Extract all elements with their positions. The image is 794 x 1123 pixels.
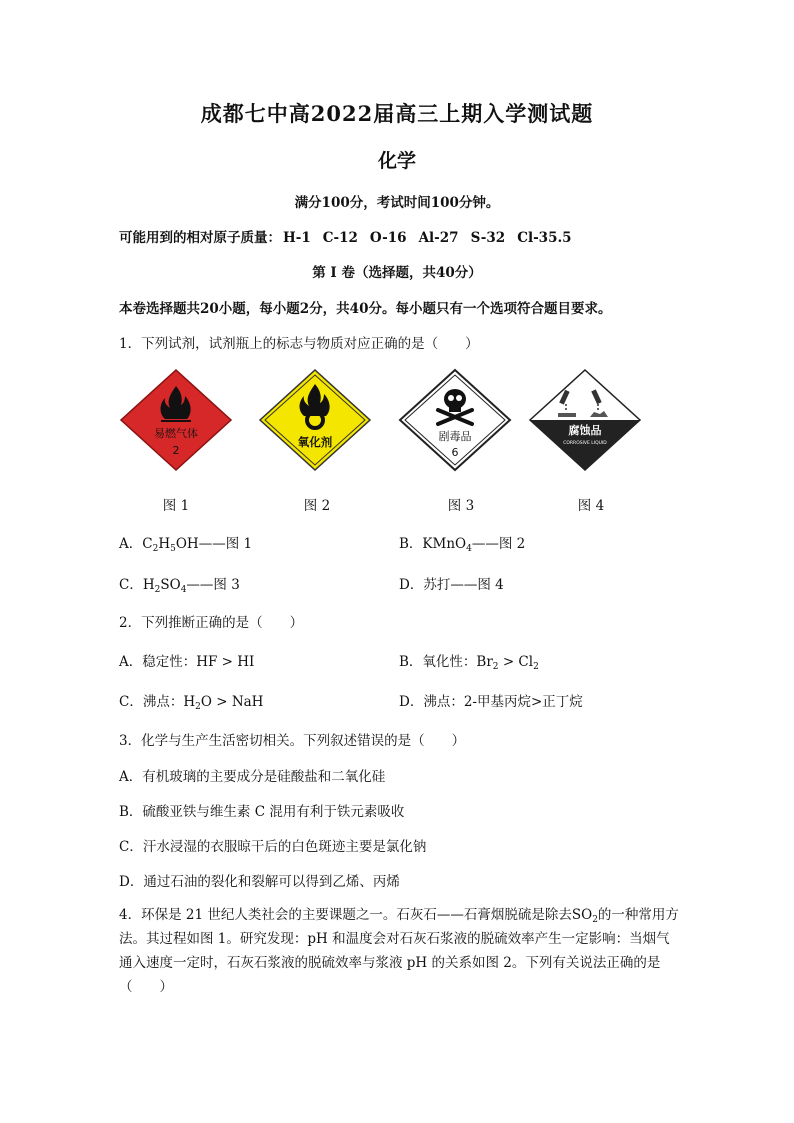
sign-4-caption: 图 4 (577, 498, 605, 514)
q1-stem: 1．下列试剂，试剂瓶上的标志与物质对应正确的是（ ） (119, 336, 479, 352)
q3-option-c: C．汗水浸湿的衣服晾干后的白色斑迹主要是氯化钠 (119, 839, 427, 855)
q3-option-b: B．硫酸亚铁与维生素 C 混用有利于铁元素吸收 (119, 804, 405, 820)
sign-3-label: 剧毒品 (438, 430, 472, 443)
exam-title: 成都七中高2022届高三上期入学测试题 (200, 101, 594, 126)
sign-1-label: 易燃气体 (154, 427, 198, 440)
sign-2-caption: 图 2 (303, 498, 331, 514)
atomic-mass-item: Al-27 (418, 230, 459, 246)
q1-option-d: D．苏打——图 4 (399, 577, 504, 593)
option-tail: ——图 2 (471, 536, 526, 552)
atomic-mass-label: 可能用到的相对原子质量： (119, 230, 281, 246)
sign-4-label: 腐蚀品 (568, 424, 602, 437)
atomic-mass-item: C-12 (322, 230, 358, 246)
sign-2-label: 氧化剂 (297, 435, 333, 449)
atomic-mass-item: Cl-35.5 (517, 230, 572, 246)
q2-option-b: B．氧化性：$Br_2 > Cl_2$ (399, 654, 539, 672)
hazard-sign-corrosive (528, 368, 642, 472)
sign-3-caption: 图 3 (447, 498, 475, 514)
q2-option-c: C．沸点：$H_2O$ > NaH (119, 694, 264, 712)
section-title: 第 I 卷（选择题，共40分） (312, 265, 482, 281)
q4-stem-part1: 4．环保是 21 世纪人类社会的主要课题之一。石灰石——石膏烟脱硫是除去 (119, 907, 572, 923)
option-prefix: B．氧化性： (399, 654, 477, 670)
hazard-sign-flammable-gas (119, 368, 233, 472)
sign-1-caption: 图 1 (162, 498, 190, 514)
section-instruction: 本卷选择题共20小题，每小题2分，共40分。每小题只有一个选项符合题目要求。 (119, 301, 612, 317)
option-tail: ——图 1 (198, 536, 253, 552)
option-prefix: A．稳定性： (119, 654, 197, 670)
option-tail: ——图 3 (186, 577, 240, 593)
atomic-mass-line (119, 226, 584, 246)
q2-stem: 2．下列推断正确的是（ ） (119, 615, 304, 631)
hazard-sign-oxidizer (258, 368, 372, 472)
sign-4-sublabel: CORROSIVE LIQUID (563, 441, 607, 446)
option-prefix: C． (119, 577, 143, 593)
subject-title: 化学 (377, 150, 416, 172)
score-info: 满分100分，考试时间100分钟。 (294, 195, 500, 211)
sign-1-number: 2 (172, 444, 180, 457)
q1-option-b: B．KMnO$_4$——图 2 (399, 536, 526, 554)
sign-3-number: 6 (451, 446, 459, 459)
q1-option-a: A．$C_2H_5OH——$图 1 (119, 536, 253, 554)
q4-stem: 4．环保是 21 世纪人类社会的主要课题之一。石灰石——石膏烟脱硫是除去$SO_2$的一种常用方法。其过程如图 1。研究发现：pH 和温度会对石灰石浆液的脱硫效率产生一定影响：当烟气通入速度一定时，石灰石浆液的脱硫效率与浆液 pH 的关系如图 2。下列有关说法正确的是（ ） (119, 907, 679, 995)
option-formula: HF > HI (196, 654, 255, 670)
option-prefix: B． (399, 536, 423, 552)
atomic-mass-item: S-32 (470, 230, 506, 246)
q3-stem: 3．化学与生产生活密切相关。下列叙述错误的是（ ） (119, 733, 466, 749)
q1-option-c: C．$H_2SO_4——$图 3 (119, 577, 240, 595)
q4-stem-part2: 的一种常用方法。其过程如图 1。研究发现：pH 和温度会对石灰石浆液的脱硫效率产生一定影响：当烟气通入速度一定时，石灰石浆液的脱硫效率与浆液 pH 的关系如图 2。下列有关说法正确的是（ ） (119, 907, 679, 995)
option-prefix: C．沸点： (119, 694, 184, 710)
q2-option-d: D．沸点：2-甲基丙烷>正丁烷 (399, 694, 583, 710)
q3-option-d: D．通过石油的裂化和裂解可以得到乙烯、丙烯 (119, 874, 400, 890)
option-prefix: A． (119, 536, 143, 552)
hazard-sign-toxic (398, 368, 512, 472)
atomic-mass-item: O-16 (369, 230, 407, 246)
atomic-mass-item: H-1 (283, 230, 311, 246)
q3-option-a: A．有机玻璃的主要成分是硅酸盐和二氧化硅 (119, 769, 386, 785)
q2-option-a (119, 650, 254, 670)
